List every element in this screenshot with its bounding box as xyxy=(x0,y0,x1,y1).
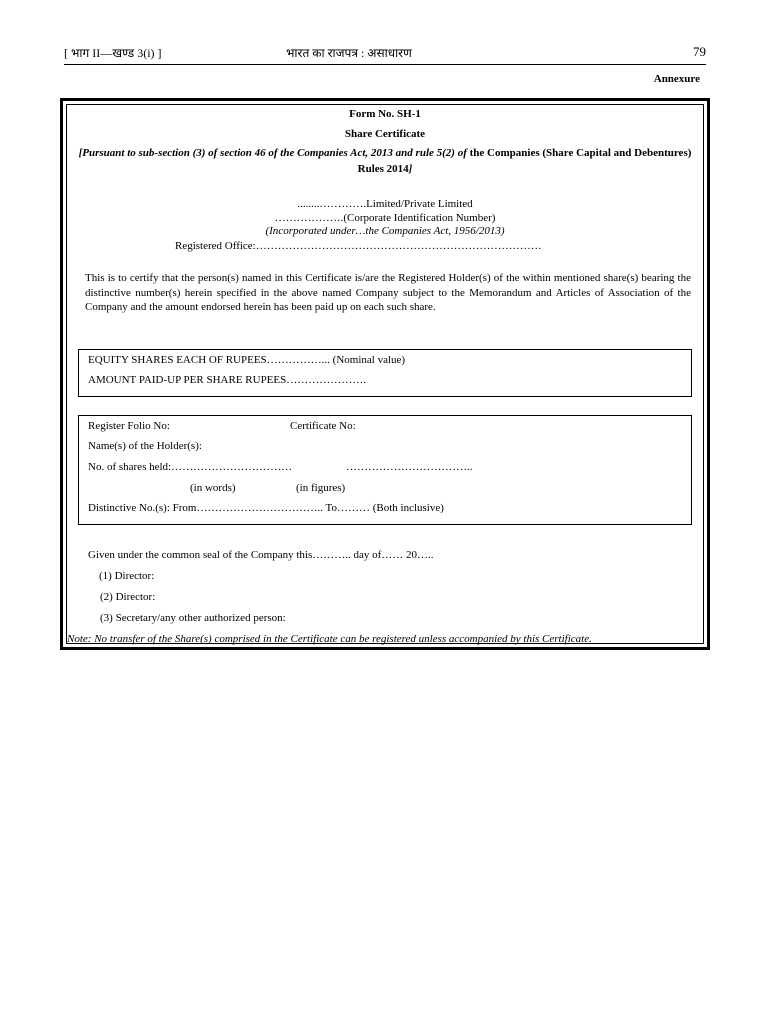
annexure-label: Annexure xyxy=(653,73,700,85)
equity-shares-line: EQUITY SHARES EACH OF RUPEES……………... (Nominal value) xyxy=(88,354,406,366)
in-words-caption: (in words) xyxy=(190,482,236,494)
page-number: 79 xyxy=(693,44,706,59)
shares-held-figures: …………………………….. xyxy=(346,461,473,473)
director-1-line: (1) Director: xyxy=(99,570,155,582)
amount-paid-up-line: AMOUNT PAID-UP PER SHARE RUPEES…………………. xyxy=(88,374,366,386)
transfer-note: Note: No transfer of the Share(s) comprised in the Certificate can be registered unless accompanied by this Certificate. xyxy=(67,633,592,645)
certificate-no-label: Certificate No: xyxy=(290,420,356,432)
in-figures-caption: (in figures) xyxy=(296,482,346,494)
header-rule xyxy=(64,64,706,65)
holder-details-box xyxy=(78,415,692,525)
shares-held-words: No. of shares held:…………………………… xyxy=(88,461,293,473)
certificate-frame xyxy=(60,98,710,650)
pursuant-italic-text: [Pursuant to sub-section (3) of section 46 of the Companies Act, 2013 and rule 5(2) of xyxy=(78,147,467,159)
pursuant-clause xyxy=(69,145,701,177)
distinctive-numbers-line: Distinctive No.(s): From…………………………….. To……… (Both inclusive) xyxy=(88,502,444,514)
director-2-line: (2) Director: xyxy=(100,591,156,603)
certify-paragraph: This is to certify that the person(s) named in this Certificate is/are the Registered Holder(s) of the within mentioned share(s) bearing the distinctive number(s) herein specified in the above named Company subject to the Memorandum and Articles of Association of the Company and the amount endorsed herein has been paid up on each such share. xyxy=(85,272,691,313)
share-value-box xyxy=(78,349,692,397)
header-section-label: [ भाग II—खण्ड 3(i) ] xyxy=(64,46,162,60)
registered-office-line: Registered Office:…………………………………………………………………… xyxy=(175,240,542,252)
form-number: Form No. SH-1 xyxy=(349,108,421,120)
secretary-line: (3) Secretary/any other authorized person: xyxy=(100,612,286,624)
cin-line: ……………….(Corporate Identification Number) xyxy=(274,212,496,224)
incorporated-line: (Incorporated under…the Companies Act, 1956/2013) xyxy=(265,225,505,237)
page-header xyxy=(64,44,706,64)
register-folio-label: Register Folio No: xyxy=(88,420,170,432)
company-name-line: ........………….Limited/Private Limited xyxy=(297,198,473,210)
header-gazette-title: भारत का राजपत्र : असाधारण xyxy=(286,46,412,60)
form-title: Share Certificate xyxy=(344,128,426,140)
common-seal-line: Given under the common seal of the Company this……….. day of…… 20….. xyxy=(88,549,434,561)
holder-names-label: Name(s) of the Holder(s): xyxy=(88,440,202,452)
pursuant-rules-text: the Companies (Share Capital and Debentures) Rules 2014 xyxy=(357,147,692,175)
pursuant-close-bracket: ] xyxy=(408,163,413,175)
